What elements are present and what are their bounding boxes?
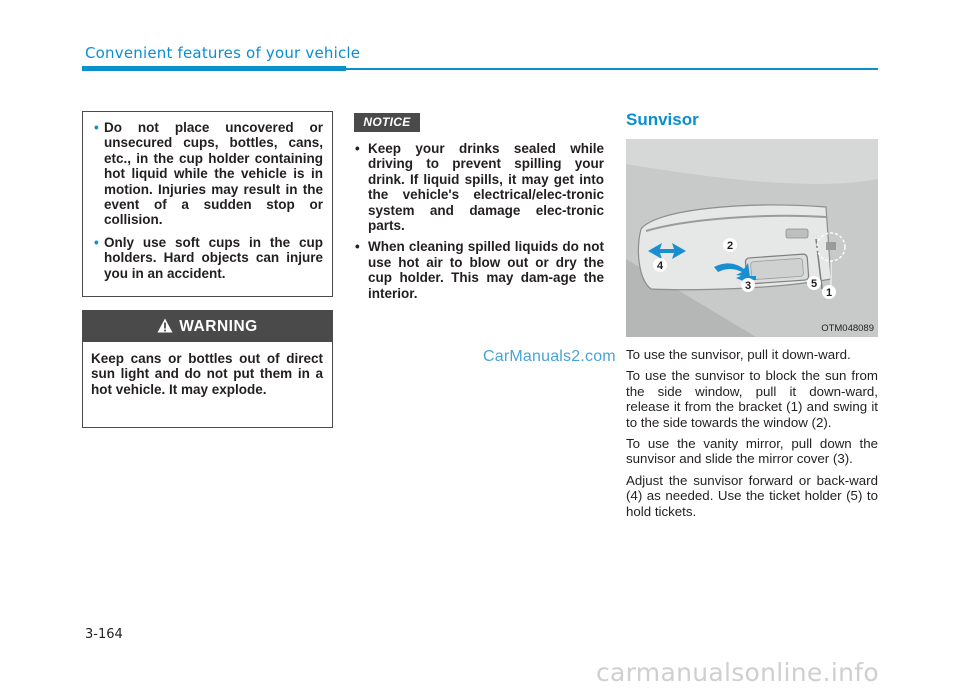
warning-label: WARNING bbox=[179, 318, 258, 335]
warning-text: Keep cans or bottles out of direct sun light and do not put them in a hot vehicle. It may explode. bbox=[91, 351, 323, 397]
svg-text:1: 1 bbox=[825, 287, 833, 299]
caution-item: • Do not place uncovered or unsecured cups, bottles, cans, etc., in the cup holder containing hot liquid while the vehicle is in motion. Injuries may result in the event of a sudden stop or collision. bbox=[94, 120, 323, 228]
page-number: 3-164 bbox=[85, 627, 123, 642]
warning-box bbox=[82, 310, 333, 428]
sunvisor-illustration bbox=[626, 139, 878, 337]
notice-list bbox=[354, 141, 604, 307]
svg-text:3: 3 bbox=[744, 280, 752, 292]
caution-item: • Only use soft cups in the cup holders. Hard objects can injure you in an accident. bbox=[94, 234, 323, 281]
bullet-icon: • bbox=[94, 234, 99, 250]
bullet-icon: • bbox=[355, 239, 360, 255]
section-title: Convenient features of your vehicle bbox=[85, 44, 361, 62]
overlay-watermark: CarManuals2.com bbox=[483, 348, 616, 365]
header-rule bbox=[346, 68, 878, 70]
svg-text:4: 4 bbox=[656, 260, 664, 272]
sunvisor-instructions bbox=[626, 347, 878, 525]
paragraph: Adjust the sunvisor forward or back-ward (4) as needed. Use the ticket holder (5) to hold tickets. bbox=[626, 472, 878, 519]
site-watermark: carmanualsonline.info bbox=[596, 658, 879, 687]
notice-badge: NOTICE bbox=[354, 113, 420, 132]
svg-text:2: 2 bbox=[726, 240, 734, 252]
caution-box bbox=[82, 111, 333, 297]
section-title-bar bbox=[82, 66, 346, 71]
bullet-icon: • bbox=[355, 141, 360, 156]
paragraph: To use the vanity mirror, pull down the sunvisor and slide the mirror cover (3). bbox=[626, 436, 878, 467]
sunvisor-drawing bbox=[626, 139, 878, 337]
figure-code: OTM048089 bbox=[821, 323, 874, 334]
svg-text:5: 5 bbox=[810, 278, 818, 290]
notice-item: • When cleaning spilled liquids do not use hot air to blow out or dry the cup holder. This may dam-age the interior. bbox=[355, 239, 604, 301]
paragraph: To use the sunvisor to block the sun from the side window, pull it down-ward, release it from the bracket (1) and swing it to the side towards the window (2). bbox=[626, 368, 878, 430]
bullet-icon: • bbox=[94, 120, 99, 135]
warning-triangle-icon bbox=[157, 318, 173, 333]
paragraph: To use the sunvisor, pull it down-ward. bbox=[626, 347, 851, 362]
notice-item: • Keep your drinks sealed while driving to prevent spilling your drink. If liquid spills, it may get into the vehicle's electrical/elec-tronic system and damage elec-tronic parts. bbox=[355, 141, 604, 234]
sunvisor-heading: Sunvisor bbox=[626, 110, 699, 129]
warning-header bbox=[83, 311, 332, 342]
